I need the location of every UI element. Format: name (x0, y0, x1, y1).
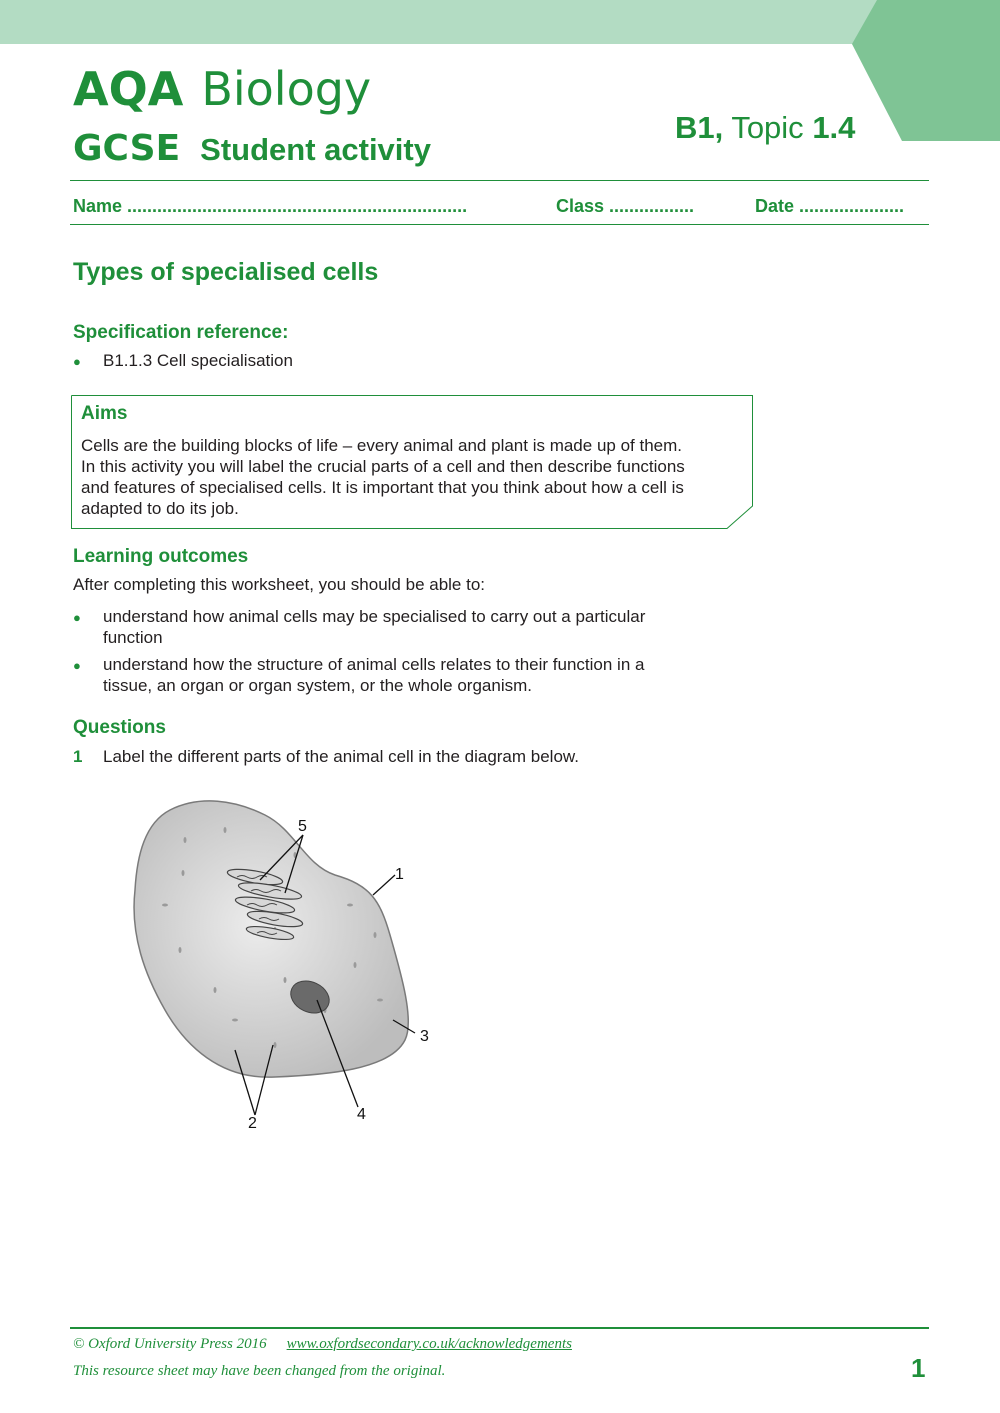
footer-note: This resource sheet may have been changed from the original. (73, 1363, 446, 1379)
outcome-item (103, 606, 645, 648)
animal-cell-diagram (125, 795, 445, 1140)
outcomes-heading: Learning outcomes (73, 546, 249, 567)
brand-subtitle (73, 128, 431, 169)
aims-line: adapted to do its job. (81, 499, 239, 518)
topic-word: Topic (731, 110, 804, 145)
topic-code: B1, (675, 110, 724, 145)
name-field[interactable]: Name .................................................................... (73, 196, 468, 216)
outcome-line: tissue, an organ or organ system, or the whole organism. (103, 676, 532, 695)
outcome-line: understand how the structure of animal cells relates to their function in a (103, 655, 645, 674)
topic-reference (675, 110, 855, 146)
question-text: Label the different parts of the animal cell in the diagram below. (103, 747, 579, 766)
page-number: 1 (911, 1353, 926, 1383)
brand-gcse: GCSE (73, 128, 181, 169)
date-field[interactable]: Date ..................... (755, 196, 905, 216)
aims-line: In this activity you will label the crucial parts of a cell and then describe functions (81, 457, 685, 476)
bullet-icon: ● (73, 354, 81, 369)
footer-divider (70, 1327, 929, 1329)
brand-subject: Biology (201, 62, 372, 116)
diagram-label-3: 3 (420, 1028, 429, 1045)
aims-text (81, 435, 685, 519)
spec-heading: Specification reference: (73, 322, 289, 343)
header-divider-bottom (70, 224, 929, 225)
aims-heading: Aims (81, 403, 128, 424)
brand-aqa: AQA (73, 62, 184, 116)
diagram-label-5: 5 (298, 818, 307, 835)
brand-activity: Student activity (200, 132, 431, 167)
diagram-label-1: 1 (395, 866, 404, 883)
bullet-icon: ● (73, 658, 81, 673)
outcome-line: function (103, 628, 163, 647)
cell-membrane (134, 801, 408, 1077)
questions-heading: Questions (73, 717, 166, 738)
class-field[interactable]: Class ................. (556, 196, 695, 216)
corner-decoration (852, 0, 1000, 141)
outcome-line: understand how animal cells may be specialised to carry out a particular (103, 607, 646, 626)
aims-line: Cells are the building blocks of life – every animal and plant is made up of them. (81, 436, 682, 455)
footer-link[interactable]: www.oxfordsecondary.co.uk/acknowledgements (286, 1336, 572, 1352)
bullet-icon: ● (73, 610, 81, 625)
header-divider-top (70, 180, 929, 181)
top-banner (0, 0, 1000, 44)
spec-item: B1.1.3 Cell specialisation (103, 351, 293, 370)
footer-copyright: © Oxford University Press 2016 (73, 1336, 267, 1352)
outcomes-intro: After completing this worksheet, you should be able to: (73, 575, 486, 594)
topic-number: 1.4 (812, 110, 856, 145)
question-number: 1 (73, 747, 83, 766)
outcome-item (103, 654, 644, 696)
page-title: Types of specialised cells (73, 258, 379, 286)
aims-line: and features of specialised cells. It is important that you think about how a cell is (81, 478, 684, 497)
brand-title (73, 58, 371, 119)
footer-copyright-line (73, 1336, 572, 1353)
diagram-label-2: 2 (248, 1115, 257, 1132)
diagram-label-4: 4 (357, 1106, 366, 1123)
